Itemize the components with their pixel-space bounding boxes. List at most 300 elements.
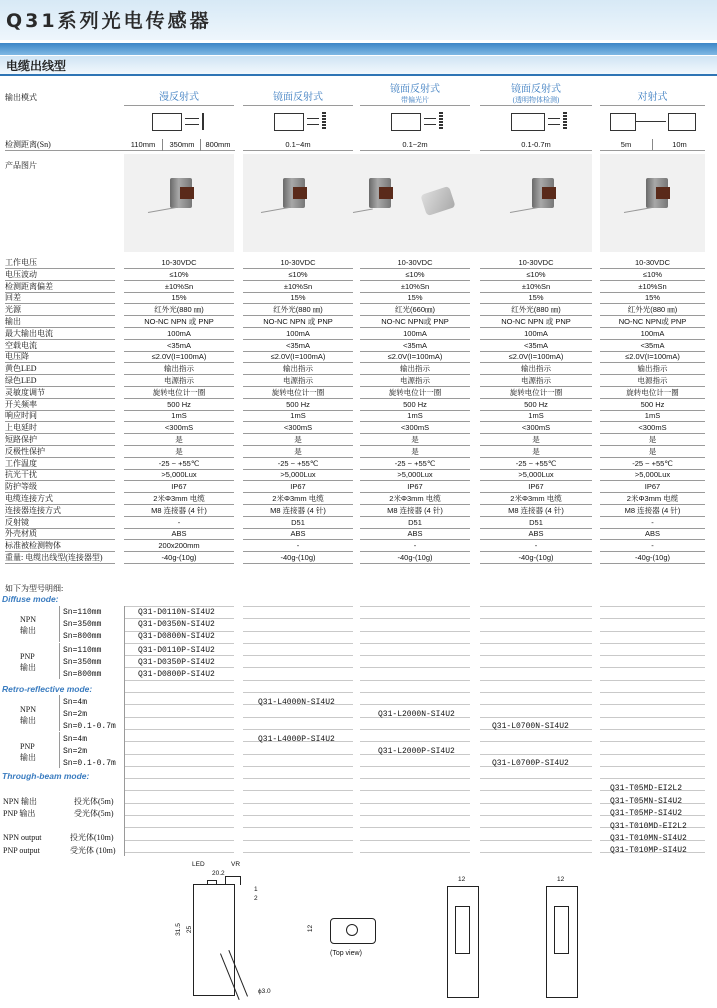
output-label: 输出: [20, 753, 36, 762]
product-photo-transparent: [470, 154, 592, 252]
sensor-lens: [180, 187, 194, 199]
spec-value: >5,000Lux: [397, 470, 433, 479]
model-number: Q31-D0800P-SI4U2: [138, 670, 215, 679]
divider: [243, 667, 353, 668]
spec-label: 开关频率: [5, 400, 37, 409]
spec-value: 输出指示: [521, 364, 551, 373]
through-row-label: NPN 输出: [3, 797, 38, 806]
diffuse-mode-title: Diffuse mode:: [2, 594, 59, 604]
spec-value: <35mA: [524, 341, 548, 350]
spec-value: 2米Φ3mm 电缆: [272, 494, 324, 503]
spec-value: 100mA: [286, 329, 310, 338]
spec-value: 500 Hz: [167, 400, 191, 409]
spec-value: 500 Hz: [640, 400, 665, 409]
divider: [600, 717, 705, 718]
dim-label: 12: [307, 924, 315, 933]
model-number: Q31-D0350P-SI4U2: [138, 658, 215, 667]
spec-value: 100mA: [167, 329, 191, 338]
receiver-icon: [668, 113, 696, 131]
divider: [480, 717, 592, 718]
divider: [243, 852, 353, 853]
divider: [600, 667, 705, 668]
detection-value: 5m: [620, 140, 632, 149]
spec-value: IP67: [171, 482, 187, 491]
divider: [600, 766, 705, 767]
through-row-label: PNP output: [3, 846, 40, 855]
spec-value: M8 连接器 (4 针): [270, 506, 326, 515]
spec-value: ≤10%: [405, 270, 425, 279]
photo-label: 产品图片: [5, 161, 37, 170]
model-number: Q31-L0700N-SI4U2: [492, 722, 569, 731]
spec-label: 工作电压: [5, 258, 37, 267]
sn-value: Sn=110mm: [63, 646, 102, 655]
divider: [243, 631, 353, 632]
model-number: Q31-L0700P-SI4U2: [492, 759, 569, 768]
spec-value: 1mS: [644, 411, 661, 420]
spec-value: M8 连接器 (4 针): [151, 506, 207, 515]
dim-label: ϕ3.0: [258, 988, 271, 995]
spec-value: NO-NC NPN 或 PNP: [501, 317, 571, 326]
sn-value: Sn=2m: [63, 747, 88, 756]
spec-value: M8 连接器 (4 针): [624, 506, 681, 515]
reflector-icon: [563, 112, 567, 130]
product-photo-diffuse: [124, 154, 234, 252]
model-number: Q31-L2000N-SI4U2: [378, 710, 455, 719]
spec-value: 10-30VDC: [161, 258, 197, 267]
section-header: [0, 56, 717, 76]
spec-value: IP67: [644, 482, 661, 491]
spec-value: 15%: [171, 293, 187, 302]
spec-label: 外壳材质: [5, 529, 37, 538]
spec-value: -40g-(10g): [634, 553, 671, 562]
spec-value: 输出指示: [283, 364, 313, 373]
dim-label: 20.2: [212, 870, 225, 877]
spec-label: 黄色LED: [5, 364, 37, 373]
spec-value: 2米Φ3mm 电缆: [389, 494, 441, 503]
dim-label: VR: [231, 861, 241, 868]
through-row-type: 受光体 (10m): [70, 846, 116, 855]
spec-value: 是: [294, 447, 302, 456]
detection-value: 800mm: [200, 139, 235, 151]
title-band: [0, 43, 717, 55]
spec-value: 1mS: [407, 411, 423, 420]
spec-value: ≤10%: [526, 270, 546, 279]
through-row-type: 投光体(10m): [70, 833, 114, 842]
divider: [480, 840, 592, 841]
side-view-drawing: [193, 884, 235, 996]
divider: [124, 803, 234, 804]
divider: [59, 606, 60, 642]
pnp-label: PNP: [20, 742, 35, 751]
beam-icon: [548, 124, 560, 125]
spec-value: 电源指示: [400, 376, 430, 385]
divider: [124, 754, 234, 755]
divider: [243, 803, 353, 804]
divider: [600, 704, 705, 705]
divider: [124, 852, 234, 853]
spec-label: 连接器连接方式: [5, 506, 61, 515]
model-number: Q31-D0350N-SI4U2: [138, 620, 215, 629]
spec-value: IP67: [528, 482, 544, 491]
spec-value: <300mS: [521, 423, 551, 432]
divider: [243, 754, 353, 755]
spec-value: 是: [648, 447, 657, 456]
spec-value: NO-NC NPN 或 PNP: [144, 317, 214, 326]
spec-value: 100mA: [403, 329, 427, 338]
spec-value: <300mS: [638, 423, 667, 432]
divider: [480, 618, 592, 619]
divider: [124, 105, 234, 106]
column-head-transparent: 镜面反射式 (透明物体检测): [511, 84, 561, 104]
spec-value: 2米Φ3mm 电缆: [626, 494, 679, 503]
divider: [480, 852, 592, 853]
divider: [243, 827, 353, 828]
spec-label: 标准被检测物体: [5, 541, 61, 550]
spec-value: 红外光(880 ㎚): [154, 305, 204, 314]
pnp-label: PNP: [20, 652, 35, 661]
spec-label: 上电延时: [5, 423, 37, 432]
spec-value: 输出指示: [164, 364, 194, 373]
divider: [360, 741, 470, 742]
output-label: 输出: [20, 626, 36, 635]
spec-value: -: [413, 541, 417, 550]
model-number: Q31-T010MD-EI2L2: [610, 822, 687, 831]
divider: [243, 840, 353, 841]
divider: [59, 643, 60, 679]
divider: [600, 778, 705, 779]
divider: [600, 729, 705, 730]
product-photo-retro: [243, 154, 353, 252]
divider: [360, 827, 470, 828]
sn-value: Sn=2m: [63, 710, 88, 719]
divider: [243, 692, 353, 693]
output-mode-label: 输出模式: [5, 93, 37, 102]
spec-value: 15%: [290, 293, 306, 302]
divider: [480, 815, 592, 816]
divider: [360, 815, 470, 816]
divider: [360, 803, 470, 804]
through-row-label: PNP 输出: [3, 809, 36, 818]
model-number: Q31-D0110P-SI4U2: [138, 646, 215, 655]
spec-label: 响应时间: [5, 411, 37, 420]
beam-icon: [185, 118, 199, 119]
spec-value: IP67: [407, 482, 423, 491]
spec-value: 100mA: [640, 329, 665, 338]
divider: [480, 803, 592, 804]
divider: [124, 741, 234, 742]
spec-value: 10-30VDC: [280, 258, 316, 267]
spec-value: 是: [411, 435, 419, 444]
spec-value: 旋转电位计一圈: [626, 388, 679, 397]
divider: [243, 655, 353, 656]
spec-label: 抗光干扰: [5, 470, 37, 479]
spec-value: D51: [291, 518, 305, 527]
spec-label: 回差: [5, 293, 21, 302]
beam-icon: [636, 121, 666, 122]
spec-value: 500 Hz: [286, 400, 310, 409]
spec-value: -25 ~ +55℃: [632, 459, 673, 468]
divider: [124, 840, 234, 841]
spec-label: 检测距离偏差: [5, 282, 53, 291]
spec-value: ≤2.0V(I=100mA): [508, 352, 564, 361]
divider: [59, 732, 60, 768]
spec-value: ABS: [528, 529, 544, 538]
dim-label: 25: [186, 925, 194, 934]
divider: [480, 680, 592, 681]
spec-value: 是: [648, 435, 657, 444]
spec-value: <35mA: [403, 341, 427, 350]
divider: [600, 692, 705, 693]
sn-value: Sn=0.1-0.7m: [63, 722, 116, 731]
spec-value: ±10%Sn: [164, 282, 194, 291]
divider: [124, 606, 125, 856]
divider: [480, 631, 592, 632]
divider: [243, 766, 353, 767]
spec-value: 红光(660㎚): [394, 305, 435, 314]
divider: [600, 643, 705, 644]
spec-value: 是: [294, 435, 302, 444]
spec-value: ≤10%: [169, 270, 189, 279]
spec-label: 电压降: [5, 352, 29, 361]
dim-label: 12: [458, 876, 466, 883]
divider: [480, 563, 592, 564]
sn-value: Sn=110mm: [63, 608, 102, 617]
spec-value: 15%: [644, 293, 660, 302]
spec-value: 是: [532, 435, 540, 444]
divider: [600, 150, 705, 151]
npn-label: NPN: [20, 615, 37, 624]
detection-value: 350mm: [162, 139, 201, 151]
divider: [124, 827, 234, 828]
divider: [124, 729, 234, 730]
column-head-polarized: 镜面反射式 带偏光片: [390, 84, 440, 104]
dim-label: 31.5: [174, 923, 182, 936]
spec-value: 输出指示: [400, 364, 430, 373]
divider: [5, 292, 115, 293]
sn-value: Sn=800mm: [63, 670, 102, 679]
led-icon: [207, 880, 217, 885]
detection-value: 0.1-0.7m: [521, 140, 551, 149]
divider: [5, 315, 115, 316]
model-number: Q31-L2000P-SI4U2: [378, 747, 455, 756]
divider: [480, 741, 592, 742]
divider: [5, 563, 115, 564]
divider: [243, 618, 353, 619]
page-title: Q31系列光电传感器: [6, 10, 212, 32]
spec-value: -25 ~ +55℃: [394, 459, 436, 468]
spec-value: -: [651, 518, 654, 527]
spec-value: NO-NC NPN或 PNP: [618, 317, 687, 326]
cable: [510, 207, 538, 213]
divider: [360, 150, 470, 151]
spec-value: 旋转电位计一圈: [509, 388, 563, 397]
top-view-label: (Top view): [330, 950, 362, 957]
divider: [600, 631, 705, 632]
divider: [600, 655, 705, 656]
spec-value: 旋转电位计一圈: [271, 388, 325, 397]
divider: [480, 667, 592, 668]
divider: [600, 618, 705, 619]
spec-value: 电源指示: [164, 376, 194, 385]
divider: [243, 815, 353, 816]
product-photo-polar: [353, 154, 470, 252]
model-number: Q31-T010MN-SI4U2: [610, 834, 687, 843]
dim-label: 1: [254, 886, 258, 893]
divider: [243, 606, 353, 607]
spec-label: 电压波动: [5, 270, 37, 279]
dim-label: 2: [254, 895, 258, 902]
spec-value: ≤2.0V(I=100mA): [270, 352, 326, 361]
divider: [480, 150, 592, 151]
spec-value: 旋转电位计一圈: [388, 388, 442, 397]
spec-value: NO-NC NPN或 PNP: [381, 317, 449, 326]
spec-value: 2米Φ3mm 电缆: [510, 494, 562, 503]
divider: [243, 643, 353, 644]
through-row-type: 投光体(5m): [74, 797, 114, 806]
spec-value: -25 ~ +55℃: [277, 459, 319, 468]
divider: [243, 680, 353, 681]
spec-value: -: [651, 541, 654, 550]
sensor-transparent-icon: [511, 113, 545, 131]
reflector-icon: [322, 112, 326, 130]
spec-value: -: [534, 541, 538, 550]
potentiometer-icon: [346, 924, 358, 936]
product-photo-through: [600, 154, 705, 252]
spec-label: 最大输出电流: [5, 329, 53, 338]
divider: [59, 695, 60, 731]
spec-value: <300mS: [283, 423, 313, 432]
divider: [124, 778, 234, 779]
output-label: 输出: [20, 716, 36, 725]
output-label: 输出: [20, 663, 36, 672]
cable: [353, 209, 373, 213]
spec-value: M8 连接器 (4 针): [508, 506, 564, 515]
spec-value: -40g-(10g): [161, 553, 197, 562]
spec-value: 2米Φ3mm 电缆: [153, 494, 205, 503]
spec-label: 灵敏度调节: [5, 388, 45, 397]
divider: [243, 105, 353, 106]
spec-value: M8 连接器 (4 针): [387, 506, 443, 515]
sn-value: Sn=350mm: [63, 620, 102, 629]
detection-value: 0.1~2m: [402, 140, 428, 149]
spec-value: <300mS: [400, 423, 430, 432]
beam-icon: [307, 124, 319, 125]
spec-label: 反极性保护: [5, 447, 45, 456]
divider: [360, 692, 470, 693]
divider: [124, 717, 234, 718]
divider: [360, 606, 470, 607]
spec-value: 是: [175, 435, 183, 444]
spec-value: >5,000Lux: [518, 470, 554, 479]
potentiometer-icon: [225, 876, 241, 885]
spec-label: 光源: [5, 305, 21, 314]
detection-label: 检测距离(Sn): [5, 140, 51, 149]
divider: [480, 655, 592, 656]
divider: [480, 754, 592, 755]
divider: [480, 692, 592, 693]
model-number: Q31-T05MD-EI2L2: [610, 784, 683, 793]
lens-window: [455, 906, 470, 954]
divider: [360, 655, 470, 656]
spec-value: 电源指示: [637, 376, 668, 385]
spec-value: IP67: [290, 482, 306, 491]
sensor-lens: [293, 187, 307, 199]
section-title: 电缆出线型: [6, 59, 67, 73]
spec-value: 输出指示: [637, 364, 668, 373]
model-number: Q31-L4000N-SI4U2: [258, 698, 335, 707]
divider: [600, 754, 705, 755]
divider: [124, 692, 234, 693]
model-number: Q31-T05MN-SI4U2: [610, 797, 683, 806]
divider: [360, 778, 470, 779]
spec-label: 短路保护: [5, 435, 37, 444]
divider: [360, 704, 470, 705]
divider: [480, 778, 592, 779]
divider: [360, 618, 470, 619]
spec-value: ≤2.0V(I=100mA): [151, 352, 207, 361]
spec-value: 10-30VDC: [634, 258, 671, 267]
beam-icon: [548, 118, 560, 119]
divider: [480, 643, 592, 644]
spec-value: -40g-(10g): [397, 553, 433, 562]
divider: [124, 790, 234, 791]
spec-value: ±10%Sn: [521, 282, 551, 291]
spec-value: ±10%Sn: [400, 282, 430, 291]
spec-label: 电缆连接方式: [5, 494, 53, 503]
sensor-lens: [542, 187, 556, 199]
spec-value: 10-30VDC: [518, 258, 554, 267]
spec-value: 200x200mm: [158, 541, 200, 550]
divider: [360, 852, 470, 853]
emitter-icon: [610, 113, 636, 131]
divider: [600, 680, 705, 681]
divider: [243, 717, 353, 718]
spec-value: ±10%Sn: [638, 282, 667, 291]
divider: [243, 150, 353, 151]
divider: [360, 563, 470, 564]
spec-value: >5,000Lux: [280, 470, 316, 479]
column-head-through: 对射式: [637, 92, 668, 103]
divider: [243, 778, 353, 779]
divider: [480, 105, 592, 106]
spec-value: ≤2.0V(I=100mA): [387, 352, 443, 361]
spec-value: ABS: [407, 529, 423, 538]
model-number: Q31-T05MP-SI4U2: [610, 809, 683, 818]
sensor-lens: [379, 187, 393, 199]
model-number: Q31-L4000P-SI4U2: [258, 735, 335, 744]
spec-label: 工作温度: [5, 459, 37, 468]
divider: [124, 704, 234, 705]
sn-value: Sn=0.1-0.7m: [63, 759, 116, 768]
spec-value: 红外光(880 ㎚): [273, 305, 323, 314]
model-number: Q31-D0110N-SI4U2: [138, 608, 215, 617]
divider: [5, 303, 115, 304]
dim-label: LED: [192, 861, 205, 868]
spec-value: 500 Hz: [524, 400, 548, 409]
spec-value: -40g-(10g): [280, 553, 316, 562]
divider: [480, 827, 592, 828]
beam-icon: [185, 124, 199, 125]
divider: [480, 790, 592, 791]
retro-mode-title: Retro-reflective mode:: [2, 684, 93, 694]
divider: [600, 741, 705, 742]
spec-value: <300mS: [164, 423, 194, 432]
reflector-image: [420, 186, 455, 216]
lens-window: [554, 906, 569, 954]
spec-value: -25 ~ +55℃: [515, 459, 557, 468]
spec-label: 输出: [5, 317, 21, 326]
divider: [480, 606, 592, 607]
